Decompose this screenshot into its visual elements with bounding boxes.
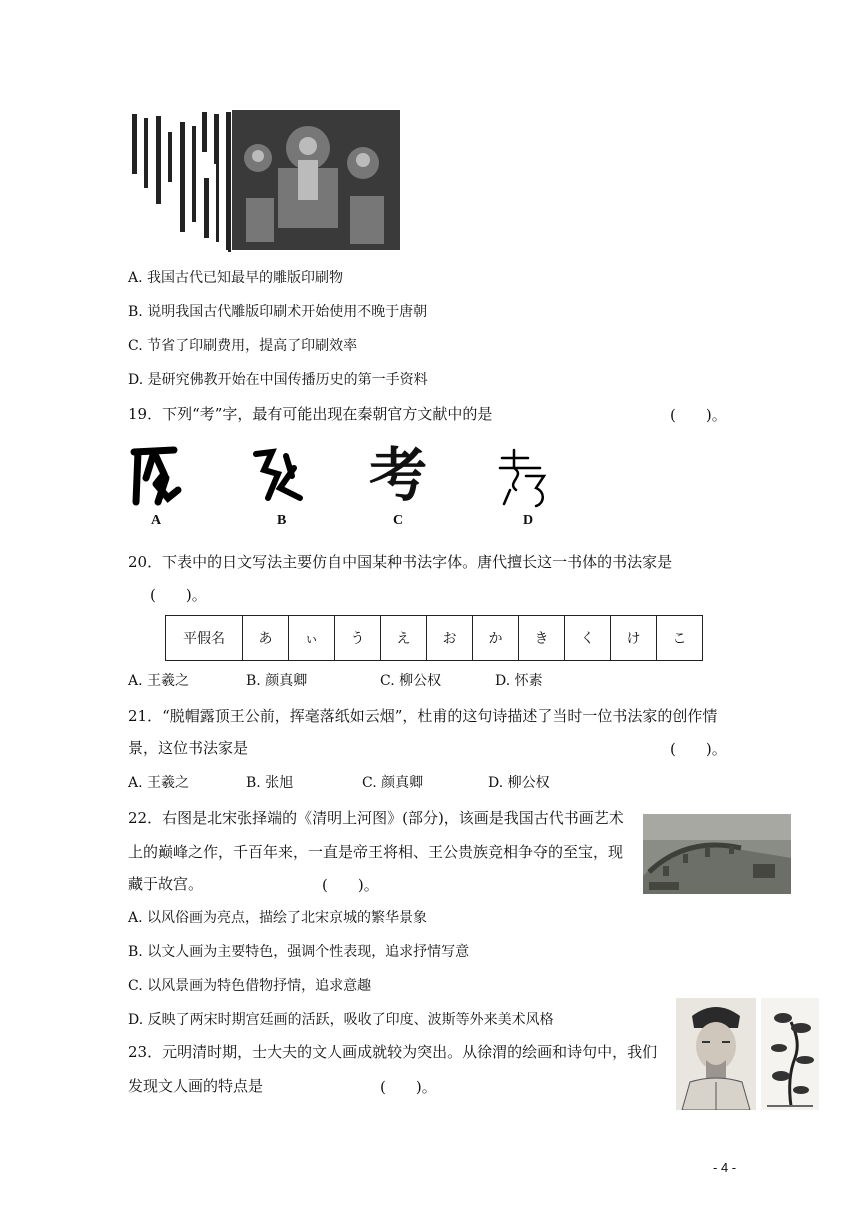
kana-cell: え xyxy=(381,616,427,661)
q22-option-b: B. 以文人画为主要特色，强调个性表现，追求抒情写意 xyxy=(128,944,470,960)
glyph-b-bronze-icon xyxy=(250,448,306,504)
q22-option-d: D. 反映了两宋时期宫廷画的活跃，吸收了印度、波斯等外来美术风格 xyxy=(128,1012,554,1028)
glyph-d-seal-icon xyxy=(496,446,552,508)
q22-option-c: C. 以风景画为特色借物抒情，追求意趣 xyxy=(128,978,372,994)
glyph-a-oracle-icon xyxy=(128,444,188,508)
q20-stem: 20．下表中的日文写法主要仿自中国某种书法字体。唐代擅长这一书体的书法家是 xyxy=(128,553,673,571)
q23-stem-line2: 发现文人画的特点是 xyxy=(128,1077,264,1095)
q18-option-b: B. 说明我国古代雕版印刷术开始使用不晚于唐朝 xyxy=(128,304,428,320)
glyph-c-label: C xyxy=(393,513,404,528)
glyph-b-label: B xyxy=(277,513,287,528)
kana-cell: お xyxy=(427,616,473,661)
q22-stem-line1: 22．右图是北宋张择端的《清明上河图》(部分)，该画是我国古代书画艺术 xyxy=(128,809,624,827)
qingming-painting-image xyxy=(643,814,791,894)
glyph-a-label: A xyxy=(151,513,162,528)
kana-cell: こ xyxy=(657,616,703,661)
q21-stem-line1: 21．“脱帽露顶王公前，挥毫落纸如云烟”，杜甫的这句诗描述了当时一位书法家的创作情 xyxy=(128,707,718,725)
kana-cell: ぃ xyxy=(289,616,335,661)
kana-cell: か xyxy=(473,616,519,661)
q21-option-d: D. 柳公权 xyxy=(488,775,550,791)
q20-option-b: B. 颜真卿 xyxy=(246,673,308,689)
glyph-d-label: D xyxy=(523,513,534,528)
glyph-c-regular: 考 xyxy=(368,441,427,509)
xu-wei-portrait-image xyxy=(676,998,756,1110)
q22-stem-line3: 藏于故宫。 xyxy=(128,875,204,893)
table-header-cell: 平假名 xyxy=(166,616,243,661)
q22-answer-paren: ( )。 xyxy=(322,876,379,894)
q20-option-d: D. 怀素 xyxy=(495,673,543,689)
q22-stem-line2: 上的巅峰之作，千百年来，一直是帝王将相、王公贵族竞相争夺的至宝，现 xyxy=(128,843,624,861)
kana-cell: け xyxy=(611,616,657,661)
kana-cell: き xyxy=(519,616,565,661)
q18-option-a: A. 我国古代已知最早的雕版印刷物 xyxy=(128,270,344,286)
q19-answer-paren: ( )。 xyxy=(670,406,727,424)
q23-answer-paren: ( )。 xyxy=(380,1078,437,1096)
q21-option-c: C. 颜真卿 xyxy=(362,775,424,791)
kana-cell: く xyxy=(565,616,611,661)
xu-wei-painting-image xyxy=(761,998,819,1110)
page-number: - 4 - xyxy=(713,1160,737,1175)
q21-option-a: A. 王羲之 xyxy=(128,775,190,791)
q21-option-b: B. 张旭 xyxy=(246,775,294,791)
diamond-sutra-image xyxy=(128,108,400,252)
q20-answer-paren: ( )。 xyxy=(150,586,207,604)
kana-table xyxy=(165,615,703,661)
kana-cell: あ xyxy=(243,616,289,661)
q18-option-d: D. 是研究佛教开始在中国传播历史的第一手资料 xyxy=(128,372,428,388)
q20-option-c: C. 柳公权 xyxy=(380,673,442,689)
q21-stem-line2: 景，这位书法家是 xyxy=(128,739,249,757)
q19-stem: 19．下列“考”字，最有可能出现在秦朝官方文献中的是 xyxy=(128,405,493,423)
q20-option-a: A. 王羲之 xyxy=(128,673,190,689)
q23-stem-line1: 23．元明清时期，士大夫的文人画成就较为突出。从徐渭的绘画和诗句中，我们 xyxy=(128,1043,658,1061)
table-row xyxy=(166,616,703,661)
q18-option-c: C. 节省了印刷费用，提高了印刷效率 xyxy=(128,338,358,354)
q22-option-a: A. 以风俗画为亮点，描绘了北宋京城的繁华景象 xyxy=(128,910,428,926)
kana-cell: う xyxy=(335,616,381,661)
q21-answer-paren: ( )。 xyxy=(670,740,727,758)
